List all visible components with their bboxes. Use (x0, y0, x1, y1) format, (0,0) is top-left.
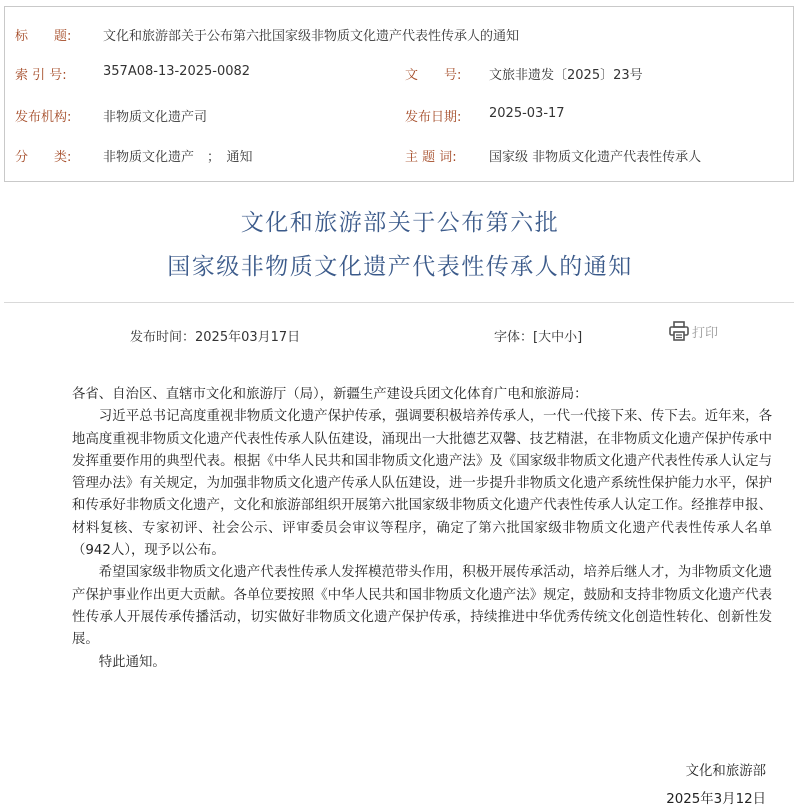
index-label: 索 引 号: (15, 68, 67, 83)
signature: 文化和旅游部 (685, 764, 766, 779)
closing-line: 特此通知。 (98, 654, 166, 670)
index-value: 357A08-13-2025-0082 (103, 64, 251, 79)
sign-date: 2025年3月12日 (666, 792, 766, 807)
article-title-line2: 国家级非物质文化遗产代表性传承人的通知 (167, 254, 633, 280)
document-metadata-table (4, 6, 794, 182)
title-label: 标 题: (15, 29, 72, 44)
body-paragraph-1: 习近平总书记高度重视非物质文化遗产保护传承，强调要积极培养传承人，一代一代接下来、传下去。近年来，各地高度重视非物质文化遗产代表性传承人队伍建设，涌现出一大批德艺双馨、技艺精湛，在非物质文化遗产保护传承中发挥重要作用的典型代表。根据《中华人民共和国非物质文化遗产法》及《国家级非物质文化遗产代表性传承人认定与管理办法》有关规定，为加强非物质文化遗产传承人队伍建设，进一步提升非物质文化遗产系统性保护能力水平，保护和传承好非物质文化遗产，文化和旅游部组织开展第六批国家级非物质文化遗产代表性传承人认定工作。经推荐申报、材料复核、专家初评、社会公示、评审委员会审议等程序，确定了第六批国家级非物质文化遗产代表性传承人名单（942人），现予以公布。 (72, 409, 772, 559)
salutation: 各省、自治区、直辖市文化和旅游厅（局），新疆生产建设兵团文化体育广电和旅游局： (72, 387, 588, 402)
issuer-value: 非物质文化遗产司 (103, 110, 208, 125)
pubdate-label: 发布日期: (405, 110, 462, 125)
article-body (72, 384, 772, 674)
issuer-label: 发布机构: (15, 110, 72, 125)
category-value: 非物质文化遗产 ； 通知 (103, 150, 253, 165)
print-label: 打印 (692, 325, 719, 341)
title-value: 文化和旅游部关于公布第六批国家级非物质文化遗产代表性传承人的通知 (103, 29, 520, 44)
subject-value: 国家级 非物质文化遗产代表性传承人 (489, 150, 702, 165)
font-size-switcher[interactable]: 字体：[大中小] (494, 330, 583, 345)
body-paragraph-2: 希望国家级非物质文化遗产代表性传承人发挥模范带头作用，积极开展传承活动，培养后继人才，为非物质文化遗产保护事业作出更大贡献。各单位要按照《中华人民共和国非物质文化遗产法》规定，鼓励和支持非物质文化遗产代表性传承人开展传承传播活动，切实做好非物质文化遗产保护传承，持续推进中华优秀传统文化创造性转化、创新性发展。 (72, 565, 772, 648)
meta-row-index (5, 54, 793, 92)
meta-row-category (5, 136, 793, 174)
article-title-line1: 文化和旅游部关于公布第六批 (240, 210, 560, 236)
publish-time: 发布时间：2025年03月17日 (130, 330, 301, 345)
subject-label: 主 题 词: (405, 150, 457, 165)
title-divider (4, 302, 794, 303)
meta-row-issuer (5, 96, 793, 134)
docno-label: 文 号: (405, 68, 462, 83)
docno-value: 文旅非遗发〔2025〕23号 (489, 68, 643, 83)
category-label: 分 类: (15, 150, 72, 165)
meta-row-title (5, 15, 793, 53)
print-button[interactable] (668, 320, 718, 342)
pubdate-value: 2025-03-17 (489, 106, 565, 121)
printer-icon (668, 320, 690, 342)
